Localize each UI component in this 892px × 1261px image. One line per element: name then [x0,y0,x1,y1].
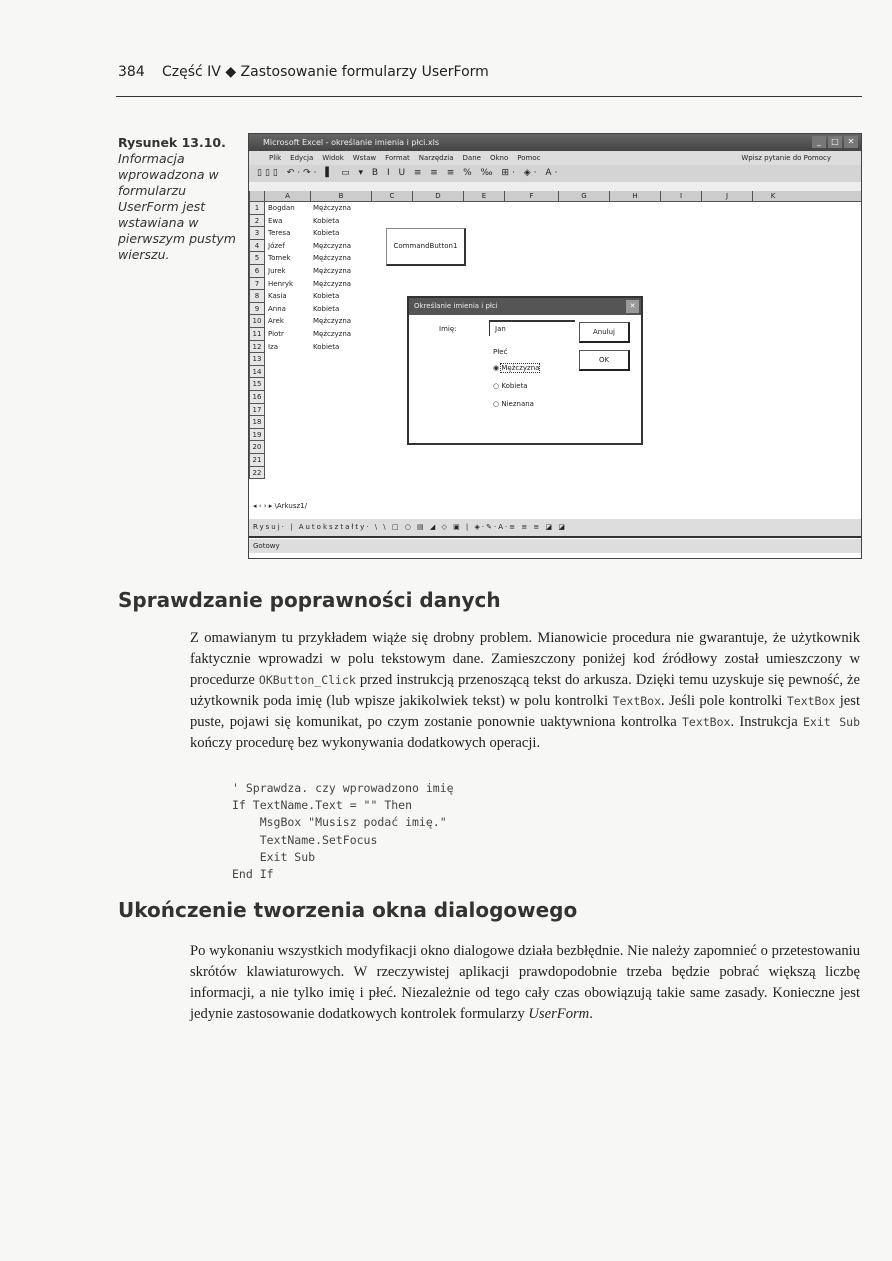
cell[interactable]: Mężczyzna [313,204,352,212]
row-number[interactable]: 18 [249,416,265,429]
row-number[interactable]: 1 [249,202,265,215]
cell[interactable]: Kobieta [313,229,340,238]
row-number[interactable]: 14 [249,366,265,379]
cell[interactable] [313,378,373,391]
column-header[interactable]: I [660,191,701,201]
name-textbox[interactable]: Jan [489,320,575,336]
code-listing: ' Sprawdza. czy wprowadzono imię If TextName.Text = "" Then MsgBox "Musisz podać imię." TextName.SetFocus Exit Sub End If [232,781,454,882]
code-inline: TextBox [786,694,836,708]
table-row [249,416,373,429]
menu-item[interactable]: Pomoc [517,154,541,162]
window-title: Microsoft Excel - określanie imienia i płci.xls [263,138,440,147]
cell[interactable] [265,353,313,366]
page-number: 384 [118,64,145,80]
excel-menu-bar [249,151,861,165]
figure-caption [118,135,243,263]
radio-icon[interactable]: ○ [493,400,502,408]
paragraph-text: . Instrukcja [730,714,803,730]
cell[interactable]: Ewa [268,216,283,225]
body-paragraph [190,628,860,754]
code-inline: OKButton_Click [258,673,356,687]
cell[interactable] [265,454,313,467]
userform-dialog [407,296,643,445]
figure-caption-text: Informacja wprowadzona w formularzu UserForm jest wstawiana w pierwszym pustym wierszu. [118,151,236,262]
sheet-tabs: ◂ ‹ › ▸ \Arkusz1/ [253,502,307,510]
row-number[interactable]: 22 [249,467,265,480]
cell[interactable]: Mężczyzna [313,317,352,326]
radio-icon[interactable]: ◉ [493,364,502,372]
table-row [249,265,373,278]
cell[interactable]: Arek [268,317,284,326]
cell[interactable]: Kasia [268,292,287,301]
paragraph-text: . Jeśli pole kontrolki [661,693,787,709]
option-label: Nieznana [501,400,534,408]
close-icon[interactable]: ✕ [626,300,639,313]
column-headers [249,191,861,202]
row-number[interactable]: 17 [249,404,265,417]
row-number[interactable]: 10 [249,315,265,328]
table-row [249,353,373,366]
emphasis-text: UserForm [528,1006,590,1022]
cell[interactable] [313,416,373,429]
cell[interactable]: Józef [268,241,285,250]
column-header[interactable]: G [558,191,609,201]
menu-item[interactable]: Okno [489,154,509,162]
running-header: Część IV ◆ Zastosowanie formularzy UserForm [162,64,489,80]
cell[interactable]: Tomek [268,254,291,263]
menu-item[interactable]: Format [385,154,410,162]
code-inline: Exit Sub [802,715,860,729]
cell[interactable]: Iza [268,342,279,351]
option-label: Mężczyzna [501,364,540,372]
row-number[interactable]: 12 [249,341,265,354]
row-number[interactable]: 13 [249,353,265,366]
cell[interactable] [313,467,373,480]
help-search-box[interactable]: Wpisz pytanie do Pomocy [741,154,831,162]
table-row [249,278,373,291]
column-header[interactable]: J [701,191,752,201]
cell[interactable] [265,441,313,454]
menu-item[interactable]: Dane [462,154,481,162]
row-number[interactable]: 16 [249,391,265,404]
row-number[interactable]: 7 [249,278,265,291]
row-number[interactable]: 11 [249,328,265,341]
table-row [249,467,373,480]
column-header[interactable]: E [463,191,504,201]
excel-title-bar [249,134,861,151]
cell[interactable]: Mężczyzna [313,254,352,263]
row-number[interactable]: 15 [249,378,265,391]
menu-item[interactable]: Wstaw [352,154,377,162]
cell[interactable] [265,366,313,379]
column-header[interactable]: H [609,191,660,201]
table-row [249,240,373,253]
column-header[interactable]: D [412,191,463,201]
cell[interactable] [265,404,313,417]
row-number[interactable]: 8 [249,290,265,303]
gender-option[interactable] [493,382,528,390]
row-number[interactable]: 21 [249,454,265,467]
table-row [249,202,373,215]
row-number[interactable]: 9 [249,303,265,316]
code-inline: TextBox [681,715,731,729]
excel-screenshot [248,133,862,559]
cell[interactable]: Mężczyzna [313,279,352,288]
cell[interactable] [313,441,373,454]
cell[interactable] [265,429,313,442]
gender-label: Płeć [493,348,508,356]
row-number[interactable]: 5 [249,252,265,265]
table-row [249,328,373,341]
paragraph-text: przed instrukcją przenoszącą tekst do arkusza. Dzięki temu uzyskuje się pewność, że użytkownik poda imię (lub wpisze jakikolwiek tekst) w polu kontrolki [190,672,860,709]
maximize-icon[interactable]: □ [828,136,842,148]
close-icon[interactable]: ✕ [844,136,858,148]
option-label: Kobieta [501,382,528,390]
radio-icon[interactable]: ○ [493,382,502,390]
sheet-tab[interactable]: Arkusz1 [276,502,305,510]
autoshapes-menu[interactable]: Autokształty [298,523,367,531]
row-number[interactable]: 3 [249,227,265,240]
gender-option[interactable] [493,364,539,372]
cell[interactable] [313,404,373,417]
cell[interactable]: Jurek [268,267,286,275]
table-row [249,429,373,442]
cell[interactable]: Mężczyzna [313,330,352,338]
table-row [249,315,373,328]
dialog-title: Określanie imienia i płci [409,298,641,315]
table-row [249,391,373,404]
status-bar: Gotowy [249,539,861,553]
paragraph-text: Z omawianym tu przykładem wiąże się drobny problem. Mianowicie procedura nie gwarantuje, że użytkownik faktycznie wprowadzi w polu tekstowym dane. Zamieszczony poniżej kod źródłowy został umieszczony w procedurze [190,630,860,688]
cell[interactable]: Piotr [268,330,284,338]
column-header[interactable]: C [371,191,412,201]
table-row [249,303,373,316]
cell[interactable] [265,378,313,391]
row-number[interactable]: 19 [249,429,265,442]
table-row [249,441,373,454]
row-number[interactable]: 6 [249,265,265,278]
section-heading: Sprawdzanie poprawności danych [118,588,501,612]
minimize-icon[interactable]: _ [812,136,826,148]
row-number[interactable]: 20 [249,441,265,454]
cell[interactable] [265,467,313,480]
table-row [249,378,373,391]
cell[interactable]: Mężczyzna [313,267,352,275]
cell[interactable]: Mężczyzna [313,241,352,250]
cell[interactable]: Kobieta [313,292,340,301]
table-row [249,290,373,303]
cell[interactable] [313,454,373,467]
body-paragraph [190,941,860,1025]
cell[interactable]: Anna [268,304,286,313]
cell[interactable]: Henryk [268,279,294,288]
ok-button[interactable]: OK [579,350,630,371]
column-header[interactable]: K [752,191,793,201]
excel-toolbar: ▯▯▯ ↶·↷· ▌ ▭ ▾ B I U ≡ ≡ ≡ % ‰ ⊞· ◈· A· [249,165,861,183]
cell[interactable] [265,416,313,429]
cell[interactable]: Teresa [268,229,291,238]
cell[interactable]: Bogdan [268,204,295,212]
cell[interactable] [313,353,373,366]
name-label: Imię: [439,325,457,333]
cell[interactable] [313,391,373,404]
column-header[interactable]: F [504,191,558,201]
drawing-toolbar: Rysuj· | Autokształty· \ \ □ ○ ▤ ◢ ◇ ▣ | ◈·✎·A·≡ ≡ ≡ ◪ ◪ [249,519,861,538]
table-row [249,341,373,354]
figure-label: Rysunek 13.10. [118,135,226,150]
table-row [249,454,373,467]
table-row [249,215,373,228]
table-row [249,404,373,417]
row-number[interactable]: 4 [249,240,265,253]
cell[interactable] [265,391,313,404]
paragraph-text: jest puste, pojawi się komunikat, po czym zostanie ponownie uaktywniona kontrolka [190,693,860,730]
draw-menu[interactable]: Rysuj [253,523,282,531]
menu-item[interactable]: Narzędzia [418,154,454,162]
cell[interactable]: Kobieta [313,304,340,313]
table-row [249,227,373,240]
section-heading: Ukończenie tworzenia okna dialogowego [118,898,578,922]
menu-item[interactable]: Edycja [290,154,314,162]
paragraph-text: . [589,1006,593,1022]
paragraph-text: Po wykonaniu wszystkich modyfikacji okno dialogowe działa bezbłędnie. Nie należy zapomnieć o przetestowaniu skrótów klawiaturowych. W rzeczywistej aplikacji prawdopodobnie trzeba będzie pobrać większą liczbę informacji, a nie tylko imię i płeć. Niezależnie od tego cały czas obowiązują takie same zasady. Konieczne jest jedynie zastosowanie dodatkowych kontrolek formularzy [190,943,860,1022]
column-header[interactable]: B [310,191,371,201]
table-row [249,252,373,265]
paragraph-text: kończy procedurę bez wykonywania dodatkowych operacji. [190,735,541,751]
row-number[interactable]: 2 [249,215,265,228]
column-header[interactable]: A [264,191,310,201]
header-rule [116,96,862,97]
cancel-button[interactable]: Anuluj [579,322,630,343]
cell[interactable] [313,429,373,442]
gender-option[interactable] [493,400,534,408]
corner-cell [249,191,264,201]
code-inline: TextBox [612,694,662,708]
table-row [249,366,373,379]
menu-item[interactable]: Widok [322,154,344,162]
cell[interactable] [313,366,373,379]
command-button[interactable]: CommandButton1 [386,228,466,266]
cell[interactable]: Kobieta [313,342,340,351]
menu-item[interactable]: Plik [269,154,282,162]
cell[interactable]: Kobieta [313,216,340,225]
